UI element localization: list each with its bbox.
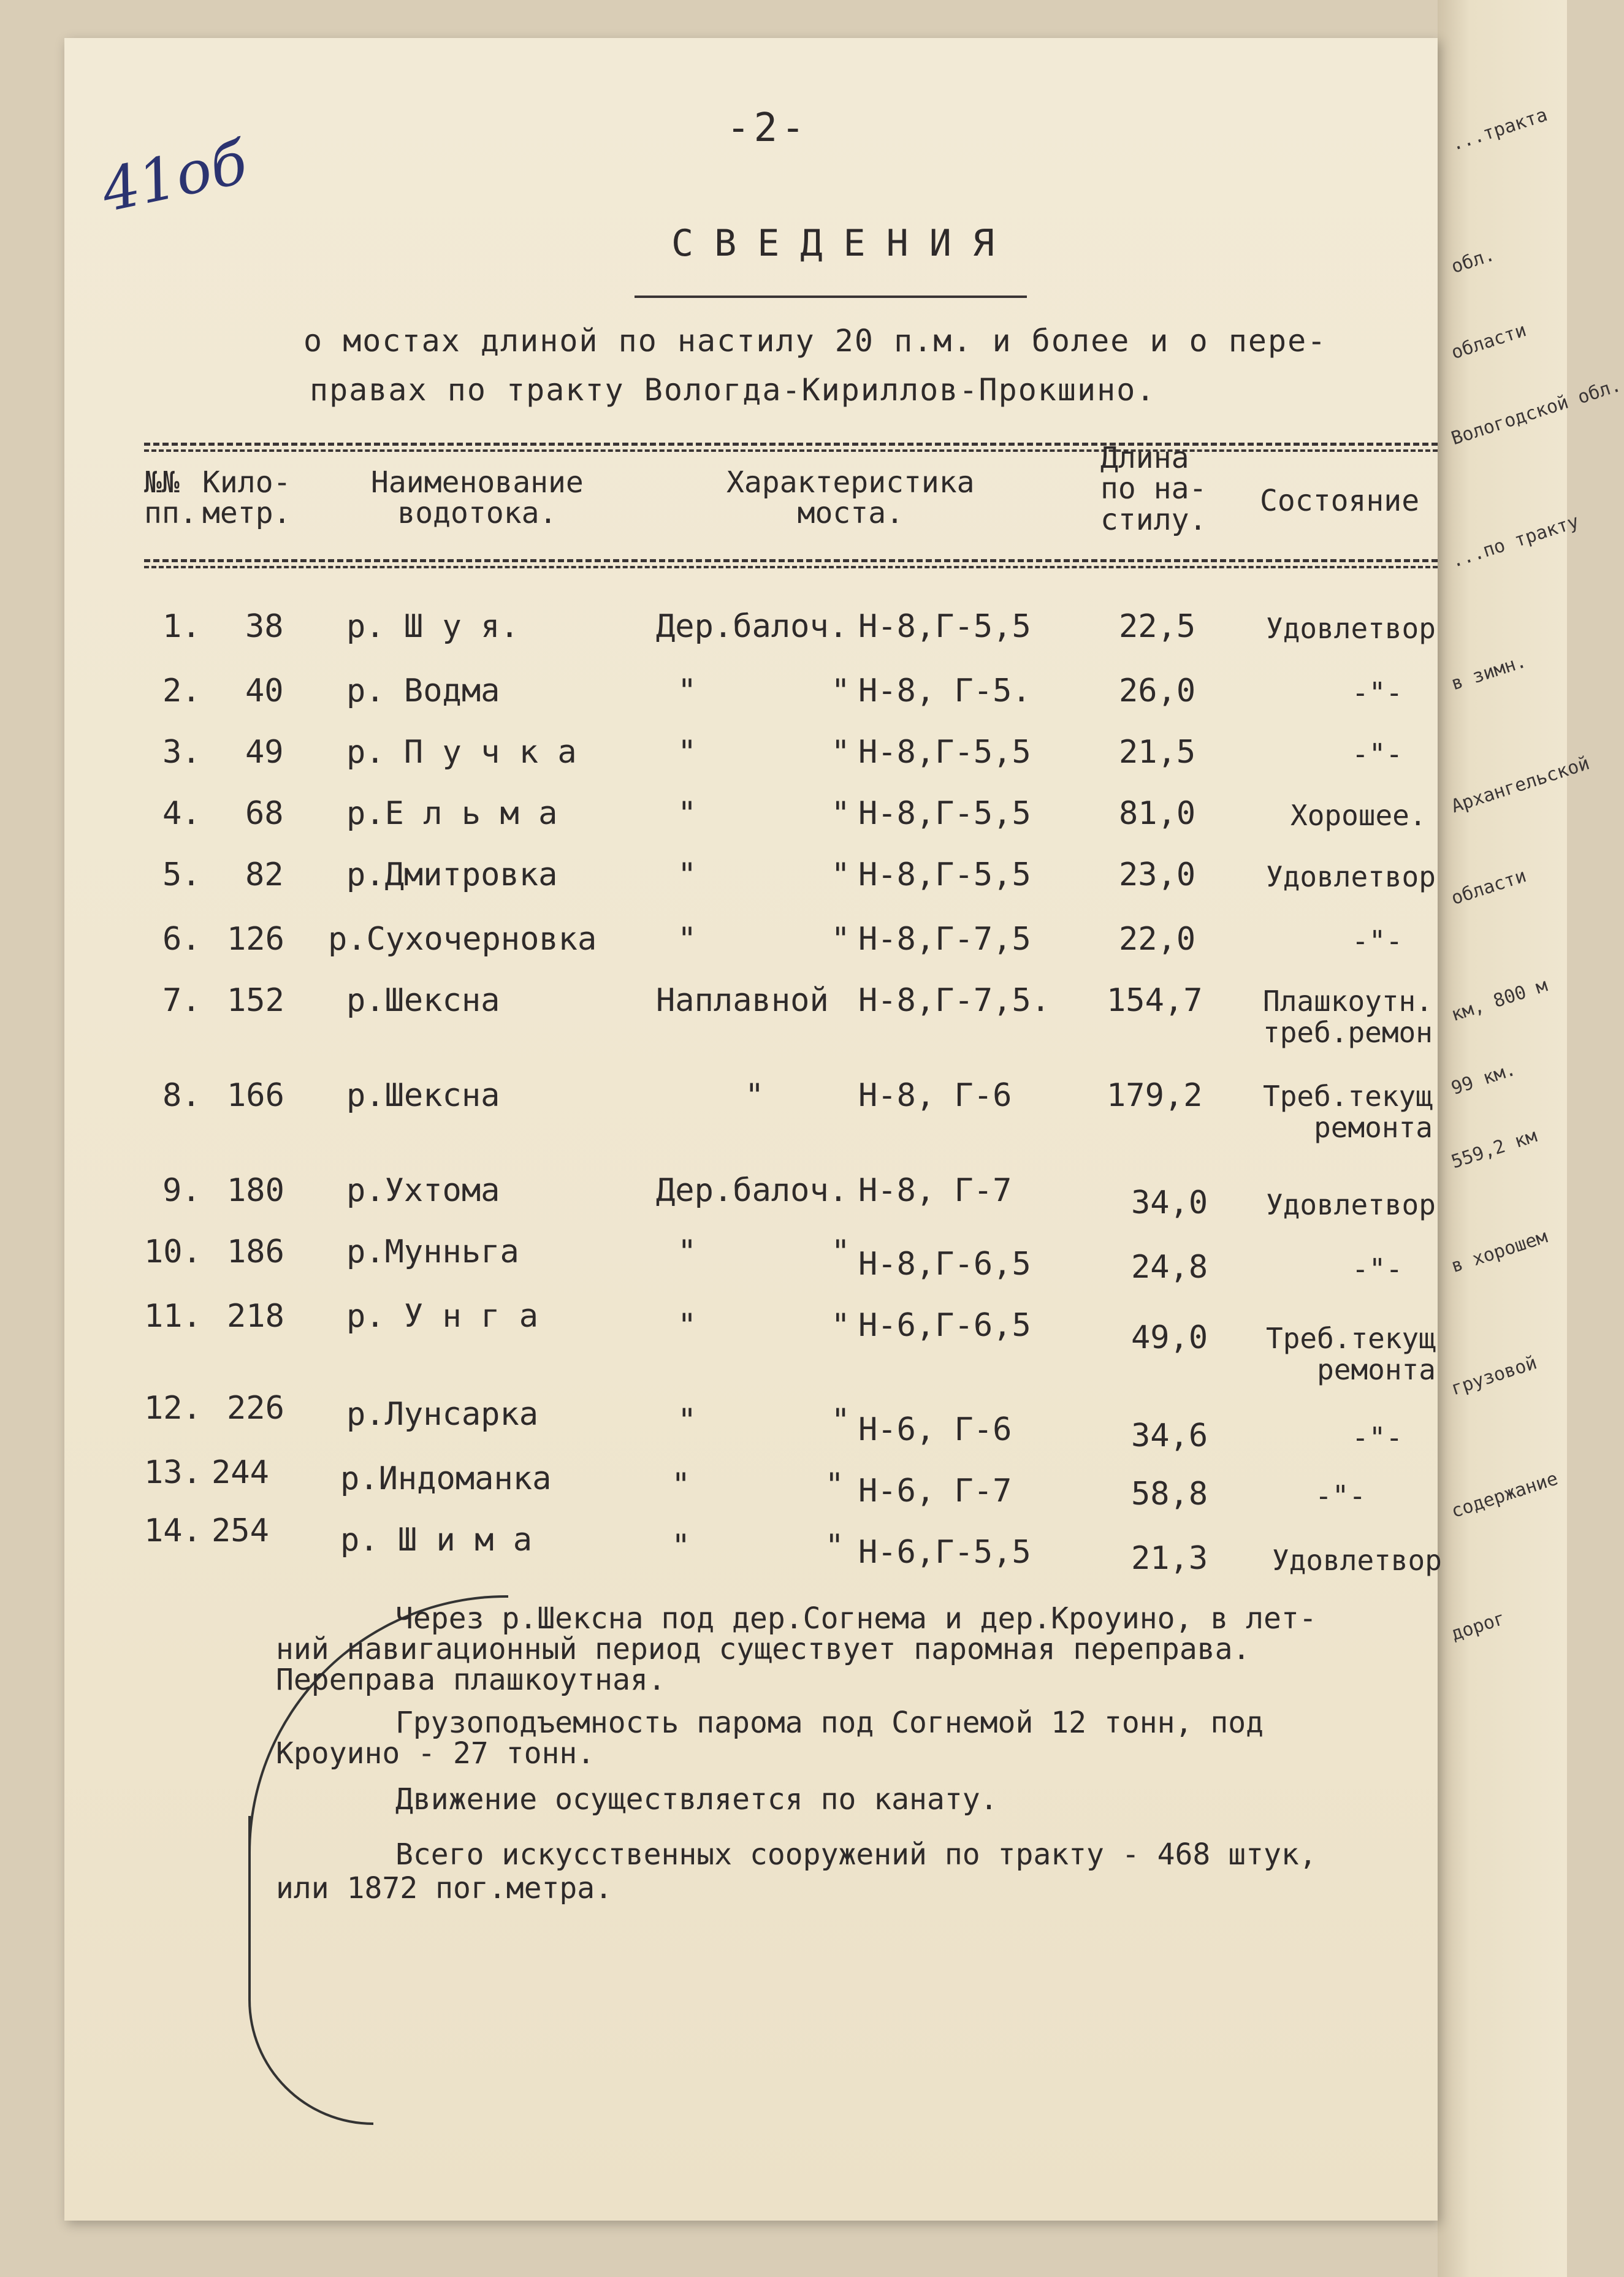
page-number: -2- <box>726 105 809 151</box>
cell-river: р. Ш у я. <box>346 608 519 645</box>
cell-length: 49,0 <box>1131 1319 1208 1356</box>
cell-river: р. Водма <box>346 673 500 709</box>
cell-load: Н-8, Г-5. <box>858 673 1031 709</box>
document-page <box>64 38 1442 2221</box>
cell-length: 34,0 <box>1131 1184 1208 1221</box>
cell-type: " " <box>677 734 850 771</box>
adjacent-page-text: Вологодской обл. <box>1449 374 1624 450</box>
cell-load: Н-6,Г-6,5 <box>858 1307 1031 1344</box>
note-line: или 1872 пог.метра. <box>276 1871 613 1905</box>
cell-state: Удовлетвор <box>1272 1544 1442 1577</box>
adjacent-page-text: ...тракта <box>1449 104 1550 156</box>
header-state: Состояние <box>1260 484 1420 518</box>
cell-state: -"- <box>1315 1479 1367 1512</box>
cell-state: -"- <box>1352 676 1403 709</box>
cell-river: р.Мунньга <box>346 1234 519 1270</box>
cell-river: р.Шексна <box>346 982 500 1019</box>
cell-river: р.Ухтома <box>346 1172 500 1209</box>
cell-num: 8. <box>162 1077 201 1114</box>
cell-load: Н-6, Г-6 <box>858 1411 1012 1448</box>
cell-type: " " <box>671 1467 844 1503</box>
cell-river: р.Индоманка <box>340 1460 552 1497</box>
cell-km: 254 <box>212 1512 269 1549</box>
cell-state: Удовлетвор <box>1266 860 1436 893</box>
cell-load: Н-8,Г-5,5 <box>858 795 1031 832</box>
cell-num: 13. <box>144 1454 202 1491</box>
cell-river: р. Ш и м а <box>340 1522 533 1558</box>
header-bridge: Характеристика моста. <box>726 465 975 531</box>
cell-km: 126 <box>227 921 284 958</box>
cell-length: 22,5 <box>1119 608 1196 645</box>
cell-km: 49 <box>245 734 284 771</box>
cell-type: " " <box>677 1234 850 1270</box>
adjacent-page-text: грузовой <box>1449 1352 1540 1400</box>
subtitle-line-1: о мостах длиной по настилу 20 п.м. и более и о пере- <box>303 323 1327 359</box>
cell-km: 244 <box>212 1454 269 1491</box>
cell-load: Н-6, Г-7 <box>858 1473 1012 1509</box>
adjacent-page-text: ...по тракту <box>1449 511 1582 573</box>
cell-num: 12. <box>144 1390 202 1427</box>
adjacent-page-text: области <box>1449 319 1530 364</box>
header-num: №№ пп. <box>144 465 197 531</box>
cell-num: 5. <box>162 856 201 893</box>
cell-load: Н-6,Г-5,5 <box>858 1534 1031 1571</box>
cell-type: Дер.балоч. <box>656 1172 848 1209</box>
cell-state: Треб.текущ ремонта <box>1263 1080 1433 1144</box>
adjacent-page-text: дорог <box>1449 1608 1508 1646</box>
pencil-bracket-mark <box>248 1816 373 2125</box>
cell-km: 218 <box>227 1298 284 1335</box>
cell-length: 21,5 <box>1119 734 1196 771</box>
note-line: Грузоподъемность парома под Согнемой 12 тонн, под <box>395 1706 1264 1740</box>
cell-river: р.Сухочерновка <box>328 921 597 958</box>
cell-num: 1. <box>162 608 201 645</box>
cell-type: " <box>745 1077 764 1114</box>
cell-type: " " <box>677 1307 850 1344</box>
cell-river: р.Шексна <box>346 1077 500 1114</box>
cell-state: Хорошее. <box>1290 799 1427 832</box>
cell-load: Н-8,Г-5,5 <box>858 734 1031 771</box>
adjacent-page-text: км, 800 м <box>1449 974 1550 1026</box>
cell-length: 24,8 <box>1131 1249 1208 1286</box>
cell-state: Удовлетвор <box>1266 612 1436 645</box>
note-line: Движение осуществляется по канату. <box>395 1782 998 1817</box>
cell-state: -"- <box>1352 1253 1403 1286</box>
adjacent-page-text: содержание <box>1449 1468 1561 1523</box>
cell-load: Н-8,Г-6,5 <box>858 1246 1031 1283</box>
cell-length: 21,3 <box>1131 1540 1208 1577</box>
cell-type: " " <box>677 921 850 958</box>
cell-river: р. П у ч к а <box>346 734 577 771</box>
cell-length: 26,0 <box>1119 673 1196 709</box>
cell-num: 11. <box>144 1298 202 1335</box>
cell-state: Треб.текущ ремонта <box>1266 1322 1436 1386</box>
cell-state: Плашкоутн. треб.ремон <box>1263 985 1433 1049</box>
header-length: Длина по на- стилу. <box>1100 441 1207 537</box>
cell-load: Н-8, Г-7 <box>858 1172 1012 1209</box>
adjacent-page-text: обл. <box>1449 243 1498 278</box>
note-line: Кроуино - 27 тонн. <box>276 1736 595 1771</box>
cell-river: р. У н г а <box>346 1298 539 1335</box>
note-line: ний навигационный период существует паромная переправа. <box>276 1632 1251 1666</box>
cell-river: р.Лунсарка <box>346 1396 539 1433</box>
cell-length: 154,7 <box>1107 982 1203 1019</box>
header-river: Наименование водотока. <box>371 465 584 531</box>
handwritten-folio-number: 41об <box>95 128 253 226</box>
cell-type: Наплавной <box>656 982 829 1019</box>
cell-type: " " <box>677 795 850 832</box>
cell-river: р.Е л ь м а <box>346 795 558 832</box>
cell-type: " " <box>677 673 850 709</box>
cell-state: -"- <box>1352 738 1403 771</box>
table-header-rule <box>144 559 1438 568</box>
cell-type: Дер.балоч. <box>656 608 848 645</box>
cell-km: 38 <box>245 608 284 645</box>
cell-km: 68 <box>245 795 284 832</box>
cell-num: 6. <box>162 921 201 958</box>
cell-load: Н-8,Г-5,5 <box>858 608 1031 645</box>
cell-type: " " <box>677 856 850 893</box>
cell-load: Н-8, Г-6 <box>858 1077 1012 1114</box>
table-top-rule <box>144 443 1438 452</box>
cell-km: 166 <box>227 1077 284 1114</box>
document-title: СВЕДЕНИЯ <box>671 222 1015 265</box>
cell-num: 14. <box>144 1512 202 1549</box>
cell-load: Н-8,Г-5,5 <box>858 856 1031 893</box>
adjacent-page-text: 99 км. <box>1449 1058 1519 1100</box>
adjacent-page-text: 559,2 км <box>1449 1125 1540 1173</box>
adjacent-page-edge <box>1438 0 1624 2277</box>
cell-km: 40 <box>245 673 284 709</box>
cell-km: 152 <box>227 982 284 1019</box>
cell-state: Удовлетвор <box>1266 1188 1436 1221</box>
cell-length: 23,0 <box>1119 856 1196 893</box>
cell-load: Н-8,Г-7,5 <box>858 921 1031 958</box>
cell-length: 22,0 <box>1119 921 1196 958</box>
cell-length: 34,6 <box>1131 1417 1208 1454</box>
cell-num: 10. <box>144 1234 202 1270</box>
cell-num: 9. <box>162 1172 201 1209</box>
cell-length: 58,8 <box>1131 1476 1208 1512</box>
cell-state: -"- <box>1352 1421 1403 1454</box>
cell-river: р.Дмитровка <box>346 856 558 893</box>
cell-km: 226 <box>227 1390 284 1427</box>
subtitle-line-2: правах по тракту Вологда-Кириллов-Прокшино. <box>310 372 1156 408</box>
cell-km: 82 <box>245 856 284 893</box>
cell-load: Н-8,Г-7,5. <box>858 982 1051 1019</box>
cell-length: 179,2 <box>1107 1077 1203 1114</box>
adjacent-page-text: в хорошем <box>1449 1226 1550 1278</box>
adjacent-page-text: области <box>1449 864 1530 910</box>
cell-type: " " <box>671 1528 844 1565</box>
note-line: Через р.Шексна под дер.Согнема и дер.Кроуино, в лет- <box>395 1601 1317 1636</box>
cell-km: 180 <box>227 1172 284 1209</box>
cell-state: -"- <box>1352 925 1403 958</box>
header-km: Кило- метр. <box>202 465 291 531</box>
note-line: Переправа плашкоутная. <box>276 1663 666 1697</box>
cell-length: 81,0 <box>1119 795 1196 832</box>
cell-num: 3. <box>162 734 201 771</box>
adjacent-page-text: Архангельской <box>1449 752 1593 818</box>
note-line: Всего искусственных сооружений по тракту - 468 штук, <box>395 1837 1317 1872</box>
cell-type: " " <box>677 1402 850 1439</box>
cell-num: 4. <box>162 795 201 832</box>
cell-km: 186 <box>227 1234 284 1270</box>
adjacent-page-text: в зимн. <box>1449 650 1530 695</box>
title-underline <box>635 296 1027 298</box>
cell-num: 2. <box>162 673 201 709</box>
cell-num: 7. <box>162 982 201 1019</box>
